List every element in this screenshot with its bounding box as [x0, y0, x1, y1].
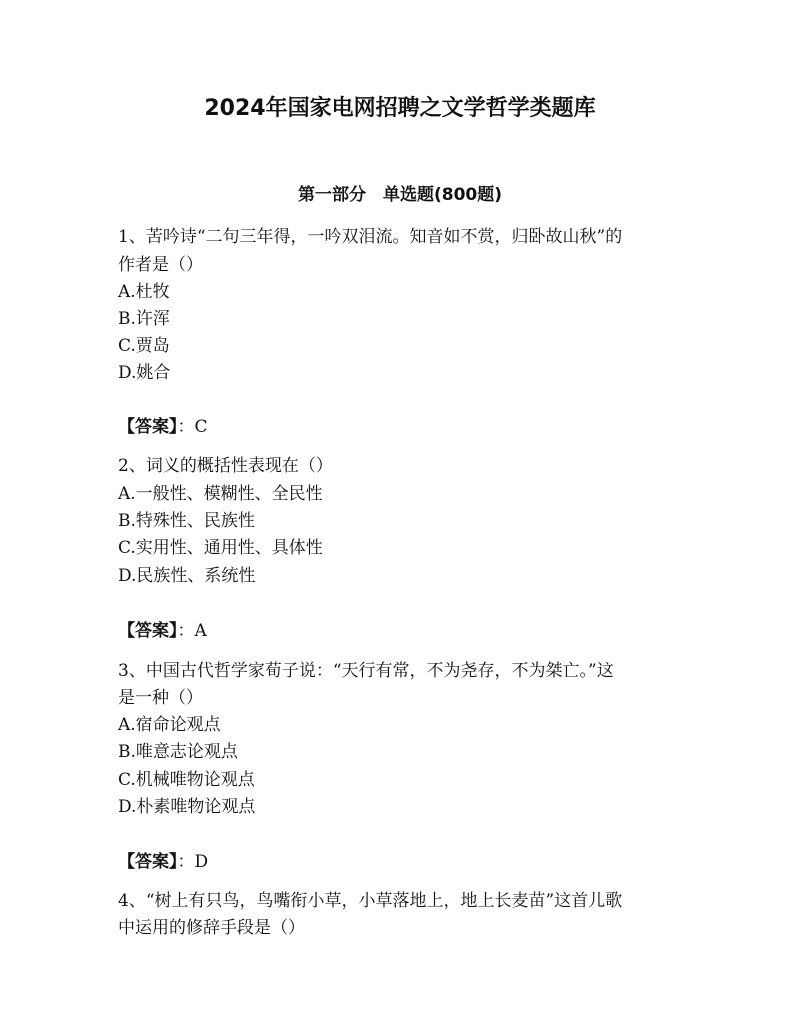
document-title: 2024年国家电网招聘之文学哲学类题库 [204, 96, 596, 121]
question-3-stem-line-1: 3、中国古代哲学家荀子说：“天行有常，不为尧存，不为桀亡。”这 [118, 661, 614, 681]
question-3-option-d: D.朴素唯物论观点 [118, 797, 256, 817]
question-2-answer [118, 617, 698, 645]
question-3-option-a: A.宿命论观点 [118, 715, 221, 735]
question-1-option-c: C.贾岛 [118, 336, 170, 356]
section-heading: 第一部分 单选题(800题) [297, 185, 503, 205]
question-4-stem-line-2: 中运用的修辞手段是（） [118, 918, 305, 938]
answer-separator: ： [177, 417, 195, 437]
question-2-option-a: A.一般性、模糊性、全民性 [118, 484, 323, 504]
question-3-option-c: C.机械唯物论观点 [118, 770, 255, 790]
answer-value: A [194, 621, 207, 641]
answer-separator: ： [177, 852, 195, 872]
question-1-option-b: B.许浑 [118, 309, 170, 329]
question-1-stem-line-2: 作者是（） [118, 255, 203, 275]
question-1-stem-line-1: 1、苦吟诗“二句三年得，一吟双泪流。知音如不赏，归卧故山秋”的 [118, 227, 623, 247]
answer-separator: ： [177, 621, 195, 641]
question-1-option-a: A.杜牧 [118, 282, 170, 302]
question-2-option-c: C.实用性、通用性、具体性 [118, 538, 323, 558]
question-4-stem-line-1: 4、“树上有只鸟，鸟嘴衔小草，小草落地上，地上长麦苗”这首儿歌 [118, 891, 623, 911]
question-3-stem-line-2: 是一种（） [118, 688, 203, 708]
question-1-option-d: D.姚合 [118, 363, 171, 383]
question-2-option-d: D.民族性、系统性 [118, 566, 256, 586]
question-3-option-b: B.唯意志论观点 [118, 742, 238, 762]
answer-label: 【答案】 [118, 417, 178, 437]
question-2-option-b: B.特殊性、民族性 [118, 511, 255, 531]
answer-label: 【答案】 [118, 852, 178, 872]
question-1-answer [118, 413, 698, 441]
question-3-answer [118, 848, 698, 876]
answer-value: D [194, 852, 209, 872]
question-2-stem-line-1: 2、词义的概括性表现在（） [118, 456, 333, 476]
answer-value: C [194, 417, 208, 437]
answer-label: 【答案】 [118, 621, 178, 641]
